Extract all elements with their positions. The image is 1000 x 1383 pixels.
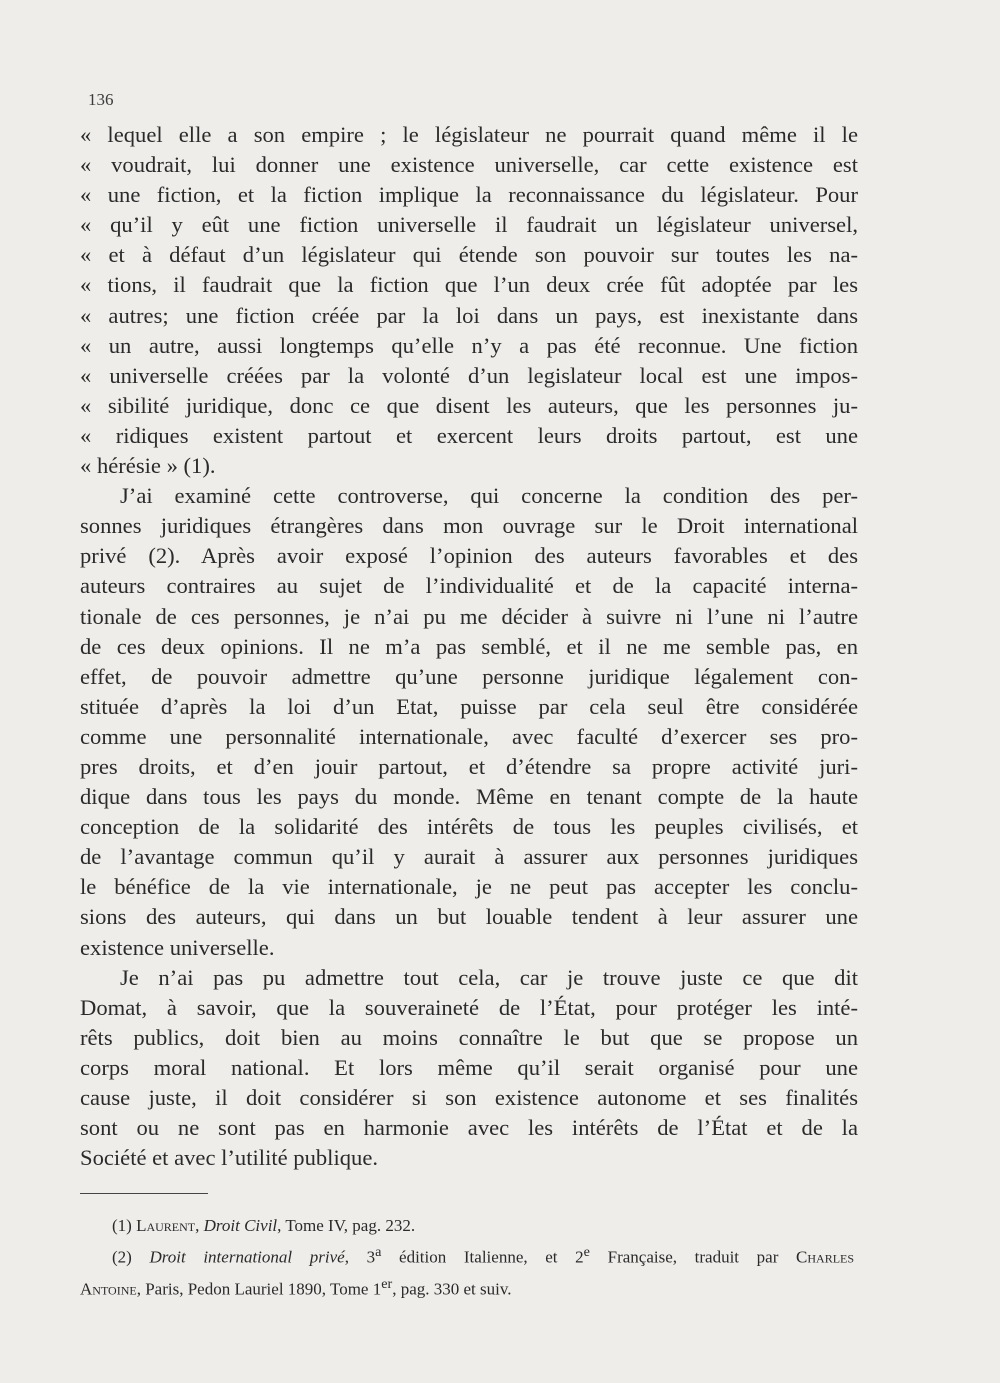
footnote-author: Laurent <box>136 1216 196 1235</box>
body-line: pres droits, et d’en jouir partout, et d’étendre sa propre activité juri- <box>80 753 858 779</box>
body-line: « et à défaut d’un législateur qui étende son pouvoir sur toutes les na- <box>80 242 858 268</box>
body-line: effet, de pouvoir admettre qu’une personne juridique légalement con- <box>80 663 858 689</box>
body-line: sions des auteurs, qui dans un but louable tendent à leur assurer une <box>80 904 858 930</box>
footnote-marker: (1) <box>112 1216 132 1235</box>
body-line: sonnes juridiques étrangères dans mon ouvrage sur le Droit international <box>80 513 858 539</box>
footnotes <box>80 1213 854 1302</box>
footnote-text: édition Italienne, et 2 <box>381 1247 584 1267</box>
body-line: cause juste, il doit considérer si son existence autonome et ses finalités <box>80 1085 858 1110</box>
footnote-text: , <box>195 1216 200 1235</box>
page-number: 136 <box>88 90 114 109</box>
body-line: comme une personnalité internationale, avec faculté d’exercer ses pro- <box>80 723 858 749</box>
body-line: privé (2). Après avoir exposé l’opinion des auteurs favorables et des <box>80 543 858 569</box>
body-line: le bénéfice de la vie internationale, je ne peut pas accepter les conclu- <box>80 874 858 900</box>
footnote-text: , Tome IV, pag. 232. <box>277 1216 416 1235</box>
body-line: tionale de ces personnes, je n’ai pu me décider à suivre ni l’une ni l’autre <box>80 603 858 629</box>
body-line: de ces deux opinions. Il ne m’a pas semblé, et il ne me semble pas, en <box>80 633 858 659</box>
footnote-2 <box>80 1239 854 1271</box>
body-line: Je n’ai pas pu admettre tout cela, car je trouve juste ce que dit <box>120 964 858 990</box>
body-line: « voudrait, lui donner une existence universelle, car cette existence est <box>80 152 858 178</box>
footnote-title: Droit international privé <box>149 1247 345 1267</box>
body-line: Domat, à savoir, que la souveraineté de l’État, pour protéger les inté- <box>80 994 858 1020</box>
footnote-author: Charles <box>796 1247 855 1267</box>
body-line: « lequel elle a son empire ; le législateur ne pourrait quand même il le <box>80 122 858 147</box>
body-line: stituée d’après la loi d’un Etat, puisse par cela seul être considérée <box>80 693 858 719</box>
body-line: « une fiction, et la fiction implique la reconnaissance du législateur. Pour <box>80 182 858 208</box>
body-line: « sibilité juridique, donc ce que disent les auteurs, que les personnes ju- <box>80 392 858 418</box>
footnote-title: Droit Civil <box>203 1216 278 1235</box>
body-line: « universelle créées par la volonté d’un legislateur local est une impos- <box>80 362 858 388</box>
body-line: corps moral national. Et lors même qu’il serait organisé pour une <box>80 1054 858 1080</box>
body-line: « ridiques existent partout et exercent leurs droits partout, est une <box>80 422 858 448</box>
footnote-1 <box>80 1213 854 1239</box>
body-line: « autres; une fiction créée par la loi dans un pays, est inexistante dans <box>80 302 858 328</box>
footnote-text: Française, traduit par <box>589 1247 779 1267</box>
body-line: rêts publics, doit bien au moins connaître le but que se propose un <box>80 1024 858 1050</box>
body-line: sont ou ne sont pas en harmonie avec les intérêts de l’État et de la <box>80 1115 858 1141</box>
footnote-text: , pag. 330 et suiv. <box>392 1279 512 1299</box>
body-line: J’ai examiné cette controverse, qui concerne la condition des per- <box>120 483 858 509</box>
body-line: « un autre, aussi longtemps qu’elle n’y a pas été reconnue. Une fiction <box>80 332 858 358</box>
body-line: « qu’il y eût une fiction universelle il faudrait un législateur universel, <box>80 212 858 238</box>
body-line: dique dans tous les pays du monde. Même en tenant compte de la haute <box>80 784 858 810</box>
body-line: conception de la solidarité des intérêts de tous les peuples civilisés, et <box>80 814 858 840</box>
footnote-sup: e <box>583 1244 590 1260</box>
footnote-author: Antoine <box>80 1279 137 1299</box>
body-line: « tions, il faudrait que la fiction que l’un deux crée fût adoptée par les <box>80 272 858 298</box>
body-line: existence universelle. <box>80 934 275 960</box>
footnote-text: , Paris, Pedon Lauriel 1890, Tome 1 <box>136 1279 382 1299</box>
footnote-sup: er <box>381 1275 393 1292</box>
footnote-marker: (2) <box>112 1247 132 1267</box>
body-line: auteurs contraires au sujet de l’individualité et de la capacité interna- <box>80 573 858 599</box>
body-line: « hérésie » (1). <box>80 453 216 479</box>
footnote-2-continued <box>80 1271 854 1303</box>
body-line: Société et avec l’utilité publique. <box>80 1145 379 1171</box>
body-text <box>80 120 858 1173</box>
footnote-sup: a <box>375 1244 382 1260</box>
footnote-text: , 3 <box>344 1247 376 1267</box>
footnote-divider <box>80 1193 208 1194</box>
body-line: de l’avantage commun qu’il y aurait à assurer aux personnes juridiques <box>80 844 858 870</box>
